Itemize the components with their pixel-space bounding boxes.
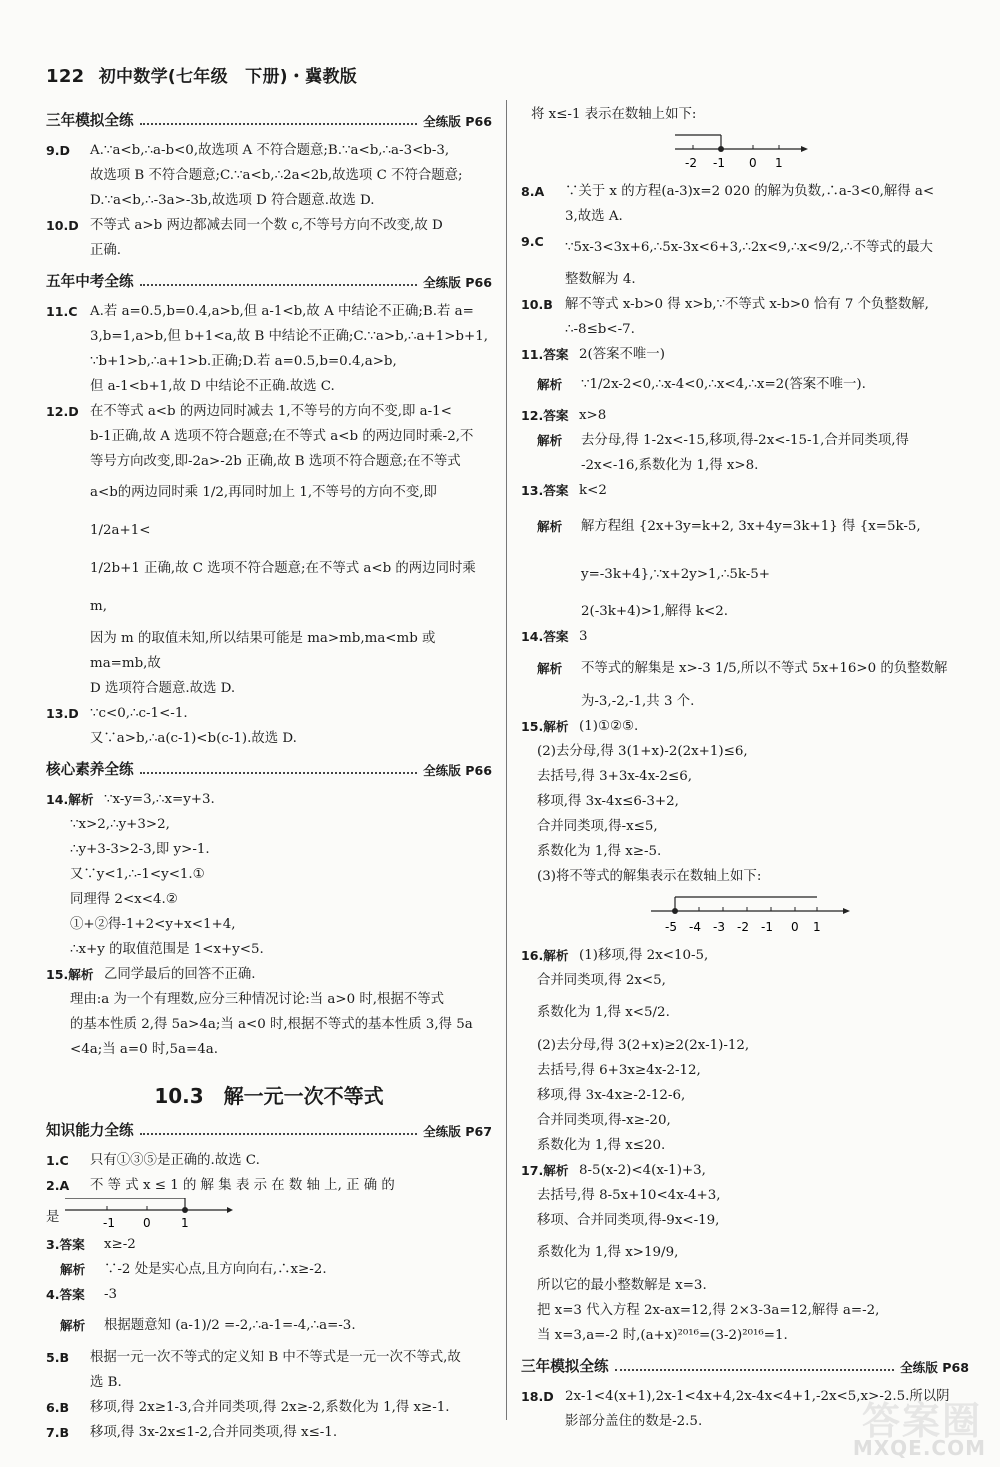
item-line: A.∵a<b,∴a-b<0,故选项 A 不符合题意;B.∵a<b,∴a-3<b-3, <box>90 143 450 158</box>
item-label: 12.D <box>46 404 79 419</box>
analysis-label: 解析 <box>537 661 563 676</box>
item-label: 18.D <box>521 1389 554 1404</box>
answer-item <box>521 403 969 428</box>
tick-label: 0 <box>791 920 799 934</box>
item-line: 移项,得 3x-2x≤1-2,合并同类项,得 x≤-1. <box>90 1425 338 1440</box>
analysis-row <box>521 367 969 403</box>
section-ref: 全练版 P68 <box>900 1360 969 1375</box>
analysis-text: 为-3,-2,-1,共 3 个. <box>581 694 695 709</box>
item-continuation <box>521 1183 969 1348</box>
item-label: 17.解析 <box>521 1163 569 1178</box>
item-line: 在不等式 a<b 的两边同时减去 1,不等号的方向不变,即 a-1< <box>90 404 452 419</box>
number-line-q2 <box>63 1198 233 1232</box>
item-line: (2)去分母,得 3(2+x)≥2(2x-1)-12, <box>537 1038 750 1053</box>
answer-text: 2(答案不唯一) <box>579 347 665 362</box>
solid-point <box>182 1207 188 1213</box>
answer-item <box>521 292 969 342</box>
item-line: ∵x-y=3,∴x=y+3. <box>104 792 215 807</box>
item-label: 7.B <box>46 1425 70 1440</box>
item-label: 4.答案 <box>46 1287 85 1302</box>
answer-item <box>46 1420 492 1445</box>
item-label: 6.B <box>46 1400 70 1415</box>
dotted-leader <box>140 772 418 774</box>
analysis-text: -2x<-16,系数化为 1,得 x>8. <box>581 458 759 473</box>
tick-label: -1 <box>713 156 725 170</box>
item-line: 合并同类项,得 2x<5, <box>537 973 666 988</box>
right-column <box>521 102 969 1434</box>
item-line: 理由:a 为一个有理数,应分三种情况讨论:当 a>0 时,根据不等式 <box>70 992 444 1007</box>
item-line: 又∵y<1,∴-1<y<1.① <box>70 867 205 882</box>
answer-item <box>521 478 969 503</box>
answer-text: x>8 <box>579 408 607 423</box>
section-ref: 全练版 P66 <box>423 275 492 290</box>
item-line: 同理得 2<x<4.② <box>70 892 178 907</box>
analysis-label: 解析 <box>60 1262 86 1277</box>
item-line: 又∵a>b,∴a(c-1)<b(c-1).故选 D. <box>90 731 297 746</box>
analysis-text: ∵1/2x-2<0,∴x-4<0,∴x<4,∴x=2(答案不唯一). <box>581 377 866 392</box>
answer-item <box>46 1173 492 1198</box>
item-line: 系数化为 1,得 x<5/2. <box>537 1005 670 1020</box>
analysis-row <box>46 1257 492 1282</box>
item-line: 影部分盖住的数是-2.5. <box>565 1414 703 1429</box>
item-line: ∵5x-3<3x+6,∴5x-3x<6+3,∴2x<9,∴x<9/2,∴不等式的最大 <box>565 240 933 255</box>
item-label: 2.A <box>46 1178 70 1193</box>
page-header <box>46 62 357 87</box>
item-line: (3)将不等式的解集表示在数轴上如下: <box>537 869 762 884</box>
item-line: 合并同类项,得-x≤5, <box>537 819 658 834</box>
item-line: 整数解为 4. <box>565 272 636 287</box>
dotted-leader <box>140 123 418 125</box>
answer-item <box>521 342 969 367</box>
tick-label: 1 <box>775 156 783 170</box>
section-title: 核心素养全练 <box>46 761 134 778</box>
watermark-site: MXQE.COM <box>852 1436 986 1460</box>
item-line: 解不等式 x-b>0 得 x>b,∵不等式 x-b>0 恰有 7 个负整数解, <box>565 297 929 312</box>
item-line: 当 x=3,a=-2 时,(a+x)²⁰¹⁶=(3-2)²⁰¹⁶=1. <box>537 1328 788 1343</box>
tick-label: 0 <box>749 156 757 170</box>
answer-item <box>46 787 492 812</box>
analysis-label: 解析 <box>60 1318 86 1333</box>
answer-item <box>46 213 492 263</box>
section-title: 三年模拟全练 <box>521 1358 609 1375</box>
item-label: 10.B <box>521 297 553 312</box>
analysis-text: 解方程组 {2x+3y=k+2, 3x+4y=3k+1} 得 {x=5k-5, y=-3k+4},∵x+2y>1,∴5k-5+ <box>581 519 921 582</box>
book-title: 初中数学(七年级 下册)・冀教版 <box>98 67 358 87</box>
item-label: 12.答案 <box>521 408 569 423</box>
item-line: ∴y+3-3>2-3,即 y>-1. <box>70 842 210 857</box>
answer-item <box>521 179 969 229</box>
dotted-leader <box>140 1133 418 1135</box>
item-line: 把 x=3 代入方程 2x-ax=12,得 2×3-3a=12,解得 a=-2, <box>537 1303 880 1318</box>
dotted-leader <box>615 1369 895 1371</box>
answer-item <box>521 624 969 649</box>
item-line: 故选项 B 不符合题意;C.∵a<b,∴2a<2b,故选项 C 不符合题意; <box>90 168 463 183</box>
answer-item <box>521 943 969 968</box>
item-line: <4a;当 a=0 时,5a=4a. <box>70 1042 218 1057</box>
section-header <box>521 1355 969 1376</box>
item-line: 移项,得 3x-4x≤6-3+2, <box>537 794 679 809</box>
item-line: a<b的两边同时乘 1/2,再同时加上 1,不等号的方向不变,即 1/2a+1< <box>90 485 437 538</box>
section-ref: 全练版 P67 <box>423 1124 492 1139</box>
answer-text: x≥-2 <box>104 1237 136 1252</box>
axis-arrow <box>843 908 850 914</box>
item-line: 去括号,得 8-5x+10<4x-4+3, <box>537 1188 721 1203</box>
item-label: 14.答案 <box>521 629 569 644</box>
answer-item <box>46 299 492 399</box>
analysis-text: ∵-2 处是实心点,且方向向右,∴x≥-2. <box>104 1262 327 1277</box>
item-line: ①+②得-1+2<y+x<1+4, <box>70 917 236 932</box>
tick-label: -2 <box>685 156 697 170</box>
answer-item <box>46 1148 492 1173</box>
number-line-q7-wrap <box>521 133 969 173</box>
item-line: 去括号,得 6+3x≥4x-2-12, <box>537 1063 701 1078</box>
analysis-row <box>46 1307 492 1345</box>
axis-arrow <box>801 146 808 152</box>
item-label: 9.D <box>46 143 71 158</box>
item-line: 将 x≤-1 表示在数轴上如下: <box>531 107 697 122</box>
answer-item <box>521 1158 969 1183</box>
item-line: 系数化为 1,得 x≤20. <box>537 1138 666 1153</box>
item-label: 13.D <box>46 706 79 721</box>
item-line: 但 a-1<b+1,故 D 中结论不正确.故选 C. <box>90 379 335 394</box>
section-title: 知识能力全练 <box>46 1122 134 1139</box>
item-continuation <box>46 812 492 962</box>
section-header <box>46 270 492 291</box>
solid-point <box>718 146 724 152</box>
section-header <box>46 758 492 779</box>
item-continuation <box>46 987 492 1062</box>
item-line: 合并同类项,得-x≥-20, <box>537 1113 671 1128</box>
item-line: 移项,得 2x≥1-3,合并同类项,得 2x≥-2,系数化为 1,得 x≥-1. <box>90 1400 450 1415</box>
item-line: D.∵a<b,∴-3a>-3b,故选项 D 符合题意.故选 D. <box>90 193 375 208</box>
tick-label: 0 <box>143 1216 152 1230</box>
item-label: 15.解析 <box>521 719 569 734</box>
section-ref: 全练版 P66 <box>423 114 492 129</box>
item-continuation <box>46 1198 492 1232</box>
item-line: 乙同学最后的回答不正确. <box>104 967 256 982</box>
item-continuation <box>521 739 969 889</box>
item-line: 系数化为 1,得 x≥-5. <box>537 844 662 859</box>
tick-label: 1 <box>813 920 821 934</box>
item-line: D 选项符合题意.故选 D. <box>90 681 236 696</box>
tick-label: -1 <box>103 1216 116 1230</box>
item-line: 不 等 式 x ≤ 1 的 解 集 表 示 在 数 轴 上, 正 确 的 <box>90 1178 395 1193</box>
item-line: 不等式 a>b 两边都减去同一个数 c,不等号方向不改变,故 D <box>90 218 443 233</box>
item-label: 10.D <box>46 218 79 233</box>
section-header <box>46 1119 492 1140</box>
watermark <box>802 1390 992 1462</box>
answer-item <box>46 1282 492 1307</box>
item-line: 去括号,得 3+3x-4x-2≤6, <box>537 769 693 784</box>
item-line: 8-5(x-2)<4(x-1)+3, <box>579 1163 706 1178</box>
item-line: ∴x+y 的取值范围是 1<x+y<5. <box>70 942 264 957</box>
answer-item <box>46 1395 492 1420</box>
item-label: 11.C <box>46 304 78 319</box>
analysis-text: 根据题意知 (a-1)/2 =-2,∴a-1=-4,∴a=-3. <box>104 1318 356 1333</box>
axis-arrow <box>227 1207 233 1213</box>
item-line: 只有①③⑤是正确的.故选 C. <box>90 1153 260 1168</box>
item-label: 3.答案 <box>46 1237 85 1252</box>
analysis-label: 解析 <box>537 433 563 448</box>
item-line: 1/2b+1 正确,故 C 选项不符合题意;在不等式 a<b 的两边同时乘 m, <box>90 561 476 614</box>
item-line: 正确. <box>90 243 122 258</box>
answer-item <box>46 701 492 751</box>
tick-label: -3 <box>713 920 725 934</box>
item-label: 8.A <box>521 184 545 199</box>
item-line: A.若 a=0.5,b=0.4,a>b,但 a-1<b,故 A 中结论不正确;B.若 a= <box>90 304 474 319</box>
analysis-text: 去分母,得 1-2x<-15,移项,得-2x<-15-1,合并同类项,得 <box>581 433 909 448</box>
item-line: 3,b=1,a>b,但 b+1<a,故 B 中结论不正确;C.∵a>b,∴a+1>b+1, <box>90 329 488 344</box>
item-label: 11.答案 <box>521 347 569 362</box>
item-label: 13.答案 <box>521 483 569 498</box>
item-line: ∵c<0,∴c-1<-1. <box>90 706 188 721</box>
item-line: 移项、合并同类项,得-9x<-19, <box>537 1213 720 1228</box>
column-divider <box>506 100 507 1420</box>
item-line: 3,故选 A. <box>565 209 623 224</box>
item-line: ∵x>2,∴y+3>2, <box>70 817 170 832</box>
item-line: 等号方向改变,即-2a>-2b 正确,故 B 选项不符合题意;在不等式 <box>90 454 461 469</box>
answer-item <box>46 1232 492 1257</box>
answer-item <box>521 714 969 739</box>
item-line: 选 B. <box>90 1375 122 1390</box>
dotted-leader <box>140 284 418 286</box>
item-continuation <box>521 968 969 1158</box>
item-line: 是 <box>46 1209 60 1225</box>
item-label: 9.C <box>521 234 544 249</box>
analysis-text: 不等式的解集是 x>-3 1/5,所以不等式 5x+16>0 的负整数解 <box>581 661 948 676</box>
item-line: (1)移项,得 2x<10-5, <box>579 948 709 963</box>
answer-item <box>521 229 969 292</box>
answer-text: k<2 <box>579 483 607 498</box>
answer-text: 3 <box>579 629 588 644</box>
number-line-q15-wrap <box>521 895 969 937</box>
analysis-row <box>521 649 969 714</box>
number-line-q15 <box>647 895 857 937</box>
left-column <box>46 102 492 1445</box>
chapter-title: 10.3 解一元一次不等式 <box>154 1084 384 1108</box>
item-line: ∵b+1>b,∴a+1>b.正确;D.若 a=0.5,b=0.4,a>b, <box>90 354 397 369</box>
item-label: 5.B <box>46 1350 70 1365</box>
item-line: (1)①②⑤. <box>579 719 639 734</box>
answer-item <box>46 962 492 987</box>
tick-label: -1 <box>761 920 773 934</box>
page-number: 122 <box>46 66 85 87</box>
item-line: 所以它的最小整数解是 x=3. <box>537 1278 707 1293</box>
section-title: 五年中考全练 <box>46 273 134 290</box>
tick-label: -2 <box>737 920 749 934</box>
tick-label: -5 <box>665 920 677 934</box>
tick-label: -4 <box>689 920 701 934</box>
item-line: 因为 m 的取值未知,所以结果可能是 ma>mb,ma<mb 或 ma=mb,故 <box>90 631 436 671</box>
answer-item <box>46 138 492 213</box>
answer-item <box>46 399 492 701</box>
item-line: 2x-1<4(x+1),2x-1<4x+4,2x-4x<4+1,-2x<5,x>-2.5.所以阴 <box>565 1389 950 1404</box>
solid-point <box>672 908 678 914</box>
item-label: 14.解析 <box>46 792 94 807</box>
analysis-label: 解析 <box>537 519 563 534</box>
item-label: 16.解析 <box>521 948 569 963</box>
item-line: b-1正确,故 A 选项不符合题意;在不等式 a<b 的两边同时乘-2,不 <box>90 429 474 444</box>
analysis-row <box>521 503 969 624</box>
item-line: 的基本性质 2,得 5a>4a;当 a<0 时,根据不等式的基本性质 3,得 5a <box>70 1017 473 1032</box>
analysis-label: 解析 <box>537 377 563 392</box>
analysis-row <box>521 428 969 478</box>
tick-label: 1 <box>181 1216 190 1230</box>
item-line: 系数化为 1,得 x>19/9, <box>537 1245 679 1260</box>
item-label: 1.C <box>46 1153 69 1168</box>
item-label: 15.解析 <box>46 967 94 982</box>
item-line: ∵关于 x 的方程(a-3)x=2 020 的解为负数,∴a-3<0,解得 a< <box>565 184 935 199</box>
item-line: 移项,得 3x-4x≥-2-12-6, <box>537 1088 686 1103</box>
answer-text: -3 <box>104 1287 118 1302</box>
watermark-logo: 答案圈 <box>861 1399 982 1443</box>
answer-item <box>46 1345 492 1395</box>
section-header <box>46 109 492 130</box>
section-title: 三年模拟全练 <box>46 112 134 129</box>
number-line-q7 <box>671 133 811 173</box>
section-ref: 全练版 P66 <box>423 763 492 778</box>
item-line: 根据一元一次不等式的定义知 B 中不等式是一元一次不等式,故 <box>90 1350 461 1365</box>
item-line: (2)去分母,得 3(1+x)-2(2x+1)≤6, <box>537 744 748 759</box>
item-line: ∴-8≤b<-7. <box>565 322 635 337</box>
analysis-text: 2(-3k+4)>1,解得 k<2. <box>581 604 729 619</box>
